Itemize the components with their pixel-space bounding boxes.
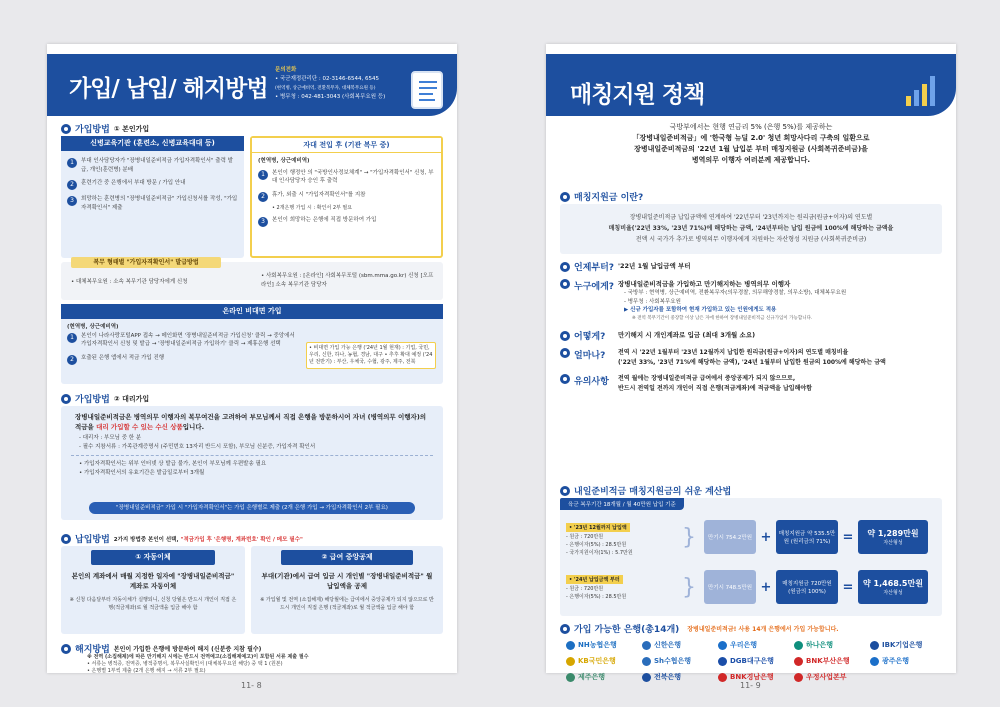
step-text: 훈련기간 중 은행에서 부대 방문 / 가입 안내 bbox=[81, 180, 186, 186]
intro bbox=[546, 122, 956, 166]
section-bullet-icon bbox=[61, 124, 71, 134]
contact-line3: • 병무청 : 042-481-3043 (사회복무요원 등) bbox=[275, 94, 386, 100]
bank-name: 우리은행 bbox=[730, 641, 758, 649]
bank-logo bbox=[870, 656, 909, 666]
bank-name: 제주은행 bbox=[578, 673, 606, 681]
online-head: 온라인 비대면 가입 bbox=[61, 304, 443, 319]
c1-total-box bbox=[858, 520, 928, 554]
section-bullet-icon bbox=[560, 348, 570, 358]
bank-icon bbox=[794, 641, 803, 650]
c2-total-sub: 자산형성 bbox=[883, 590, 903, 596]
who-q-wrap bbox=[560, 279, 618, 323]
step-item bbox=[67, 195, 238, 212]
who-l1: - 국방부 : 현역병, 상근예비역, 전환복무자(의무경찰, 의무해양경찰, 의무소방), 대체복무요원 bbox=[624, 290, 847, 296]
c1-l1: - 원금 : 720만원 bbox=[566, 534, 604, 540]
caution-q: 유의사항 bbox=[574, 377, 609, 387]
bank-name: IBK기업은행 bbox=[882, 641, 923, 649]
who-q: 누구에게? bbox=[574, 282, 614, 292]
join2-pill: "장병내일준비적금" 가입 시 "가입자격확인서"는 가입 은행별로 제출 (2개 은행 가입 → 가입자격확인서 2부 필요) bbox=[89, 502, 415, 514]
c1-calc bbox=[682, 520, 928, 554]
online-note: • 비대면 가입 가능 은행 ('24년 1월 현재) : 기업, 국민, 우리, 신한, 하나, 농협, 경남, 대구 • 추후 확대 예정 ('24년 전반기) : 부산, 우체국, 수협, 광주, 제주, 전북 bbox=[306, 342, 436, 369]
section-bullet-icon bbox=[560, 486, 570, 496]
issue-box bbox=[61, 259, 443, 300]
opt1-note: ※ 신청 다음달부터 자동이체가 실행되니, 신청 당월은 반드시 개인이 직접 은행(적금계좌)로 월 적금액을 입금 해야 함 bbox=[69, 597, 237, 611]
opt1-box bbox=[61, 546, 245, 634]
contact-info bbox=[275, 66, 415, 102]
bank-logo bbox=[566, 640, 617, 650]
when-q-wrap bbox=[560, 260, 618, 273]
bank-logo bbox=[870, 640, 922, 650]
howmuch2: ('22년 33%, '23년 71%에 해당하는 금액), '24년 1월부터 납입한 원금의 100%에 해당하는 금액 bbox=[618, 359, 886, 366]
step-item bbox=[258, 191, 435, 202]
deposit-heading bbox=[61, 532, 303, 545]
c1-tag: • '23년 12월까지 납입액 bbox=[566, 523, 630, 532]
opt2-body: 부대(기관)에서 급여 입금 시 개인별 "장병내일준비적금" 월 납입액을 공제 bbox=[261, 572, 433, 590]
who-a: 장병내일준비적금을 가입하고 만기해지하는 병역의무 이행자 bbox=[618, 280, 791, 288]
bank-name: 우정사업본부 bbox=[806, 673, 847, 681]
brace-icon: } bbox=[682, 524, 696, 550]
step-number-icon: 1 bbox=[258, 170, 268, 180]
step-number-icon: 1 bbox=[67, 158, 77, 168]
join2-p1-text: 장병내일준비적금은 병역의무 이행자의 복무여건을 고려하여 부모님께서 직접 은행을 방문하시어 자녀 (병역의무 이행자)의 적금을 bbox=[75, 413, 427, 431]
bank-icon bbox=[718, 673, 727, 682]
bank-logo bbox=[642, 656, 691, 666]
contact-label: 문의전화 bbox=[275, 67, 297, 73]
clipboard-icon bbox=[411, 71, 443, 109]
online-group: (현역병, 상근예비역) bbox=[67, 324, 119, 330]
cancel-list bbox=[87, 654, 447, 675]
how-q: 어떻게? bbox=[574, 332, 606, 342]
step-text: 본인이 희망하는 은행에 직접 방문하여 가입 bbox=[272, 217, 377, 223]
bank-logo bbox=[642, 640, 681, 650]
cancel-l1: ※ 전역 (소집해제)에 따른 만기해지 시에는 반드시 전역예고(소집해제예고)이 포함된 서류 제출 필수 bbox=[87, 654, 309, 660]
step-item bbox=[67, 179, 238, 190]
plus-icon: + bbox=[760, 579, 772, 595]
step-text: 희망하는 훈련병의 "장병내일준비적금" 가입신청서를 작성, "가입자격확인서" 제출 bbox=[81, 196, 238, 211]
equals-icon: = bbox=[842, 529, 854, 545]
join2-heading bbox=[61, 392, 149, 405]
bank-name: BNK경남은행 bbox=[730, 673, 774, 681]
c1-box1: 만기시 754.2만원 bbox=[704, 520, 756, 554]
contact-line1: • 국군재정관리단 : 02-3146-6544, 6545 bbox=[275, 76, 379, 82]
plus-icon: + bbox=[760, 529, 772, 545]
calc-heading bbox=[560, 484, 731, 497]
bank-logo bbox=[718, 656, 774, 666]
deposit-sub-highlight: "적금가입 후 '은행명, 계좌번호' 확인 / 메모 필수" bbox=[180, 536, 303, 543]
opt2-head: ② 급여 중앙공제 bbox=[281, 550, 413, 565]
who-row bbox=[560, 279, 942, 323]
col1-box bbox=[61, 136, 244, 258]
bank-logo bbox=[566, 672, 605, 682]
banks-head: 가입 가능한 은행(총14개) bbox=[574, 625, 680, 635]
equals-icon: = bbox=[842, 579, 854, 595]
step-text: 부대 인사담당자가 "장병내일준비적금 가입자격확인서" 출력 발급, 개인(훈련병) 분배 bbox=[81, 158, 233, 173]
bank-name: DGB대구은행 bbox=[730, 657, 774, 665]
right-header bbox=[546, 54, 956, 116]
step-text: 본인이 행정안 의 "국방인사정보체계" → "가입자격확인서" 신청, 부대 인사담당자 승인 후 출력 bbox=[272, 169, 434, 184]
step-item bbox=[258, 216, 435, 227]
opt2-box bbox=[251, 546, 443, 634]
cancel-l2: • 서류는 병적증, 전역증, 병적증명서, 복무사실확인서 (대체복무요원 해당) 중 택 1 (원본) bbox=[87, 661, 283, 667]
online-box: 온라인 비대면 가입 (현역병, 상근예비역) 1 본인이 나라사랑포털APP 접속 → 메인화면 '장병내일준비적금 가입신청' 클릭 → 중앙에서 가입자격확인서 신청 및 발급 → '장병내일준비적금 가입하기' 클릭 → 제휴은행 선택 2 호출된 은행 앱에서 적금 가입 진행 • 비대면 가입 가능 은행 ('24년 1월 현재) : 기업, 국민, 우리, 신한, 하나, 농협, 경남, 대구 • 추후 확대 예정 ('24년 전반기) : 부산, 우체국, 수협, 광주, 제주, 전북 bbox=[61, 304, 443, 384]
bank-name: Sh수협은행 bbox=[654, 657, 692, 665]
what2: 매칭비율('22년 33%, '23년 71%)에 해당하는 금액, '24년부터는 납입 원금에 100%에 해당하는 금액을 bbox=[608, 225, 894, 232]
chart-icon bbox=[904, 68, 938, 108]
issue-left: • 대체복무요원 : 소속 복무기관 담당자에게 신청 bbox=[71, 279, 188, 285]
cancel-l3: • 은행별 1부씩 제출 (2개 은행 해지 → 서류 2부 필요) bbox=[87, 668, 206, 674]
c2-tag: • '24년 납입금액 부터 bbox=[566, 575, 623, 584]
caution1: 전역 월에는 장병내일준비적금 급여에서 중앙공제가 되지 않으므로, bbox=[618, 375, 796, 382]
join2-heading-text: 가입방법 bbox=[75, 395, 110, 405]
left-page bbox=[47, 44, 457, 673]
step-item bbox=[258, 169, 435, 186]
c2-total: 약 1,468.5만원 bbox=[863, 579, 923, 588]
intro1: 국방부에서는 현행 연금리 5% (은행 5%)를 제공하는 bbox=[669, 123, 833, 131]
what3: 전액 시 국가가 추가로 병역의무 이행자에게 지원하는 자산형성 지원금 (사회복귀준비금) bbox=[635, 236, 867, 243]
cancel-body: 본인이 가입한 은행에 방문하여 해지 (신분증 지참 필수) bbox=[113, 646, 262, 653]
c2-box2: 매칭지원금 720만원 (원금의 100%) bbox=[776, 570, 838, 604]
join2-b2: • 가입자격확인서의 유효기간은 발급일로부터 3개월 bbox=[79, 469, 205, 476]
bank-name: 전북은행 bbox=[654, 673, 682, 681]
c2-box1: 만기시 748.5만원 bbox=[704, 570, 756, 604]
bank-name: 하나은행 bbox=[806, 641, 834, 649]
howmuch1: 전역 시 '22년 1월부터 '23년 12월까지 납입한 원리금(원금+이자)의 연도별 매칭비율 bbox=[618, 349, 849, 356]
join2-p1-highlight: 대리 가입할 수 있는 수신 상품 bbox=[96, 423, 183, 431]
step-number-icon: 2 bbox=[258, 192, 268, 202]
what-box bbox=[560, 204, 942, 254]
step-number-icon: 2 bbox=[67, 180, 77, 190]
col2-steps bbox=[258, 169, 435, 228]
step-number-icon: 3 bbox=[67, 196, 77, 206]
bank-logo bbox=[566, 656, 616, 666]
caution-q-wrap bbox=[560, 374, 618, 394]
section-bullet-icon bbox=[560, 192, 570, 202]
c1-detail bbox=[566, 514, 686, 557]
bank-logo bbox=[794, 656, 850, 666]
bank-name: KB국민은행 bbox=[578, 657, 616, 665]
c1-l2: - 은행이자(5%) : 28.5만원 bbox=[566, 542, 627, 548]
intro3: 장병내일준비적금의 '22년 1월 납입분 부터 매칭지원금 (사회복귀준비금)을 bbox=[634, 145, 868, 153]
bank-logo bbox=[718, 640, 757, 650]
bank-icon bbox=[718, 641, 727, 650]
who-note: ※ 전역 복무기간이 중장할 이상 남은 자에 한하여 장병내일준비적금 신규가입이 가능합니다. bbox=[632, 315, 813, 321]
bank-logo bbox=[794, 640, 833, 650]
bank-logo bbox=[642, 672, 681, 682]
banks-heading bbox=[560, 622, 839, 635]
what-heading bbox=[560, 190, 643, 203]
join2-p1 bbox=[61, 406, 443, 434]
col2-head: 자대 전입 후 (기관 복무 중) bbox=[252, 138, 441, 153]
left-page-number: 11- 8 bbox=[241, 681, 262, 690]
howmuch-q-wrap bbox=[560, 348, 618, 368]
bank-icon bbox=[566, 673, 575, 682]
bank-icon bbox=[794, 657, 803, 666]
deposit-heading-text: 납입방법 bbox=[75, 535, 110, 545]
when-a: '22년 1월 납입금액 부터 bbox=[618, 262, 691, 270]
join1-heading bbox=[61, 122, 149, 135]
bank-icon bbox=[566, 657, 575, 666]
step-number-icon: 3 bbox=[258, 217, 268, 227]
when-q: 언제부터? bbox=[574, 263, 614, 273]
banks-grid bbox=[560, 636, 942, 681]
issue-right: • 사회복무요원 : [온라인] 사회복무포털 (sbm.mma.go.kr) 신청 [오프라인] 소속 복무기관 담당자 bbox=[261, 273, 434, 288]
intro4: 병역의무 이행자 여러분께 제공합니다. bbox=[691, 156, 811, 164]
col1-head: 신병교육기관 (훈련소, 신병교육대대 등) bbox=[61, 136, 244, 151]
col1-steps bbox=[61, 151, 244, 223]
right-page-number: 11- 9 bbox=[740, 681, 761, 690]
step-item bbox=[67, 157, 238, 174]
section-bullet-icon bbox=[61, 394, 71, 404]
join1-heading-text: 가입방법 bbox=[75, 125, 110, 135]
join1-sub: ① 본인가입 bbox=[113, 124, 150, 133]
bank-logo bbox=[794, 672, 847, 682]
opt1-body: 본인의 계좌에서 매월 지정한 일자에 "장병내일준비적금" 계좌로 자동이체 bbox=[71, 572, 235, 590]
bank-icon bbox=[870, 641, 879, 650]
join2-l1: - 대리자 : 부모님 중 한 분 bbox=[79, 435, 142, 441]
calc-head: 내일준비적금 매칭지원금의 쉬운 계산법 bbox=[574, 487, 732, 497]
bank-name: 광주은행 bbox=[882, 657, 910, 665]
section-bullet-icon bbox=[560, 279, 570, 289]
c2-l2: - 은행이자(5%) : 28.5만원 bbox=[566, 594, 627, 600]
opt2-note: ※ 가입월 및 전역 (소집해제) 해당월에는 급여에서 중앙공제가 되지 않으므로 반드시 개인이 직접 은행 (적금계좌)로 월 적금액을 입금 해야 함 bbox=[260, 597, 434, 611]
c2-detail bbox=[566, 566, 686, 601]
c1-l3: - 국가지원이자(1%) : 5.7만원 bbox=[566, 550, 633, 556]
contact-line2: (현역병, 상근예비역, 전환복무자, 대체복무요원 등) bbox=[275, 86, 376, 91]
section-bullet-icon bbox=[560, 374, 570, 384]
deposit-sub: 2가지 방법중 본인이 선택, bbox=[113, 536, 179, 543]
caution-row bbox=[560, 374, 942, 394]
bank-icon bbox=[566, 641, 575, 650]
section-bullet-icon bbox=[61, 644, 71, 654]
bank-icon bbox=[642, 657, 651, 666]
who-l2: - 병무청 : 사회복무요원 bbox=[624, 298, 681, 305]
col2-group: (현역병, 상근예비역) bbox=[258, 158, 310, 164]
banks-highlight: 장병내일준비적금! 사용 14개 은행에서 가입 가능합니다. bbox=[687, 626, 839, 633]
c2-l1: - 원금 : 720만원 bbox=[566, 586, 604, 592]
brace-icon: } bbox=[682, 574, 696, 600]
c2-total-box bbox=[858, 570, 928, 604]
join2-box bbox=[61, 406, 443, 520]
section-bullet-icon bbox=[61, 534, 71, 544]
step-text: 휴가, 외출 시 "가입자격확인서"를 지참 bbox=[272, 191, 366, 198]
section-bullet-icon bbox=[560, 262, 570, 272]
issue-yellowbar: 복무 형태별 "가입자격확인서" 발급방법 bbox=[71, 257, 221, 268]
left-header bbox=[47, 54, 457, 116]
when-row bbox=[560, 260, 942, 273]
right-page bbox=[546, 44, 956, 681]
join2-b1: • 가입자격확인서는 위부 인터넷 상 발급 불가, 본인이 부모님께 우편발송 필요 bbox=[79, 461, 267, 467]
join2-sub: ② 대리가입 bbox=[113, 394, 150, 403]
bank-icon bbox=[642, 641, 651, 650]
c1-total-sub: 자산형성 bbox=[883, 540, 903, 546]
bank-icon bbox=[642, 673, 651, 682]
col2-box bbox=[250, 136, 443, 258]
online-step1: 본인이 나라사랑포털APP 접속 → 메인화면 '장병내일준비적금 가입신청' 클릭 → 중앙에서 가입자격확인서 신청 및 발급 → '장병내일준비적금 가입하기' 클릭 → 제휴은행 선택 bbox=[81, 332, 295, 347]
how-q-wrap bbox=[560, 329, 618, 342]
qa-list bbox=[560, 260, 942, 394]
join2-l2: - 필수 지참서류 : 가족관계증명서 (주민번호 13자리 반드시 포함), 부모님 신분증, 가입자격 확인서 bbox=[79, 443, 316, 450]
howmuch-q: 얼마나? bbox=[574, 351, 606, 361]
intro2: 「장병내일준비적금」에 '한국형 뉴딜 2.0' 청년 희망사다리 구축의 일환으로 bbox=[632, 134, 870, 142]
bank-icon bbox=[870, 657, 879, 666]
calc-caption: 육군 복무기간 18개월 / 월 40만원 납입 기준 bbox=[560, 498, 684, 510]
join2-p1-end: 입니다. bbox=[182, 423, 205, 431]
howmuch-row bbox=[560, 348, 942, 368]
caution2: 반드시 전역일 전까지 개인이 직접 은행(적금계좌)에 적금액을 납입해야함 bbox=[618, 385, 812, 392]
c1-box2: 매칭지원금 약 535.5만원 (원리금의 71%) bbox=[776, 520, 838, 554]
online-step2: 호출된 은행 앱에서 적금 가입 진행 bbox=[81, 354, 165, 361]
calc-box bbox=[560, 498, 942, 616]
who-hl: ▶ 신규 가입자를 포함하여 현재 가입하고 있는 인원에게도 적용 bbox=[624, 307, 777, 313]
bank-icon bbox=[794, 673, 803, 682]
c1-total: 약 1,289만원 bbox=[867, 529, 919, 538]
section-bullet-icon bbox=[560, 331, 570, 341]
bank-name: 신한은행 bbox=[654, 641, 682, 649]
opt1-head: ① 자동이체 bbox=[91, 550, 215, 565]
cancel-heading-text: 해지방법 bbox=[75, 645, 110, 655]
bank-name: NH농협은행 bbox=[578, 641, 617, 649]
step-note: • 2개은행 가입 시 : 확인서 2부 필요 bbox=[272, 204, 353, 211]
what1: 장병내일준비적금 납입금액에 연계하여 '22년부터 '23년까지는 원리금(원금+이자)의 연도별 bbox=[629, 214, 873, 221]
section-bullet-icon bbox=[560, 624, 570, 634]
right-title: 매칭지원 정책 bbox=[570, 82, 705, 108]
c2-calc bbox=[682, 570, 928, 604]
what-q: 매칭지원금 이란? bbox=[574, 193, 644, 203]
bank-icon bbox=[718, 657, 727, 666]
how-a: 만기해지 시 개인계좌로 입금 (최대 3개월 소요) bbox=[618, 331, 756, 339]
bank-name: BNK부산은행 bbox=[806, 657, 850, 665]
how-row bbox=[560, 329, 942, 342]
left-title: 가입/ 납입/ 해지방법 bbox=[69, 76, 268, 102]
